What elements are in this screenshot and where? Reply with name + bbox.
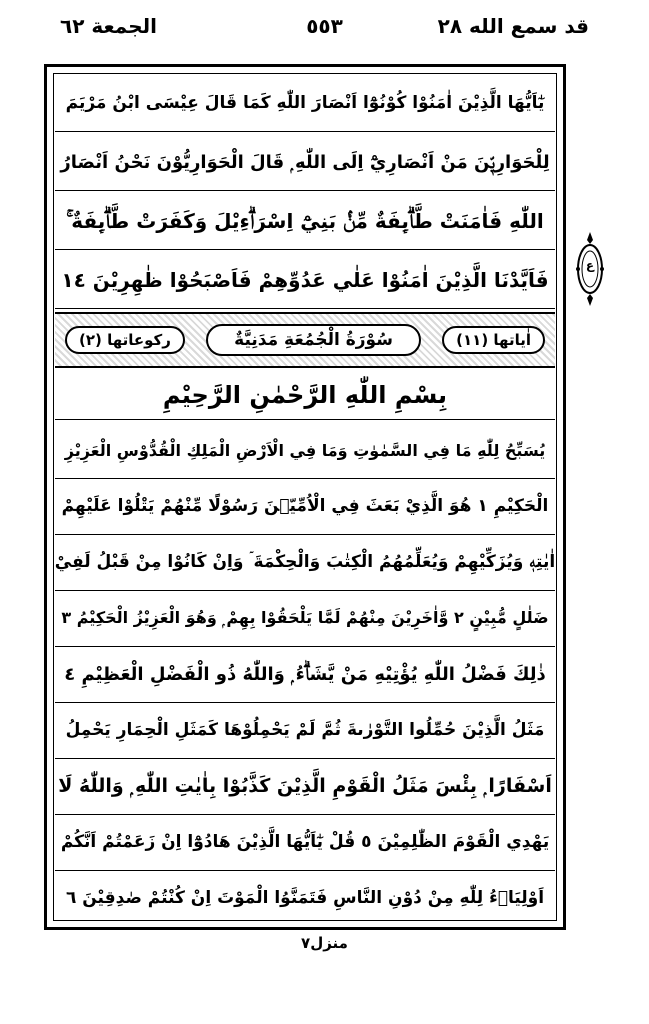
surah-name: سُوْرَةُ الْجُمُعَةِ مَدَنِيَّةٌ xyxy=(206,324,421,356)
text-line-2: لِلْحَوَارِيّٖنَ مَنْ اَنْصَارِيْٓ اِلَى اللّٰهِ ۭ قَالَ الْحَوَارِيُّوْنَ نَحْنُ اَنْصَارُ xyxy=(55,134,555,191)
surah-title: الجمعة ٦٢ xyxy=(60,14,157,38)
juz-title: قد سمع الله ٢٨ xyxy=(437,14,589,38)
ayat-count: اٰياتها (١١) xyxy=(442,326,545,354)
page-frame xyxy=(44,64,566,930)
text-line-1: يٰٓاَيُّهَا الَّذِيْنَ اٰمَنُوْا كُوْنُوْٓا اَنْصَارَ اللّٰهِ كَمَا قَالَ عِيْسَى ابْنُ مَرْيَمَ xyxy=(55,75,555,132)
text-line-13: اَوْلِيَاۗءُ لِلّٰهِ مِنْ دُوْنِ النَّاسِ فَتَمَنَّوُا الْمَوْتَ اِنْ كُنْتُمْ صٰدِقِيْنَ ٦ xyxy=(65,888,545,908)
text-line-10: مَثَلُ الَّذِيْنَ حُمِّلُوا التَّوْرٰىةَ ثُمَّ لَمْ يَحْمِلُوْهَا كَمَثَلِ الْحِمَارِ يَحْمِلُ xyxy=(55,702,555,759)
text-line-8: ضَلٰلٍ مُّبِيْنٍ ٢ وَّاٰخَرِيْنَ مِنْهُمْ لَمَّا يَلْحَقُوْا بِهِمْ ۭ وَهُوَ الْعَزِيْزُ الْحَكِيْمُ ٣ xyxy=(55,590,555,647)
bismillah: بِسْمِ اللّٰهِ الرَّحْمٰنِ الرَّحِيْمِ xyxy=(55,371,555,420)
text-line-6: الْحَكِيْمِ ١ هُوَ الَّذِيْ بَعَثَ فِي الْاُمِّيّٖنَ رَسُوْلًا مِّنْهُمْ يَتْلُوْا عَلَيْهِمْ xyxy=(55,478,555,535)
manzil-footer: منزل٧ xyxy=(301,934,348,952)
ruku-count: ركوعاتها (٢) xyxy=(65,326,185,354)
page-number: ٥٥٣ xyxy=(306,14,343,38)
text-line-4: فَاَيَّدْنَا الَّذِيْنَ اٰمَنُوْا عَلٰي عَدُوِّهِمْ فَاَصْبَحُوْا ظٰهِرِيْنَ ١٤ xyxy=(55,252,555,309)
text-line-7: اٰيٰتِهٖ وَيُزَكِّيْهِمْ وَيُعَلِّمُهُمُ الْكِتٰبَ وَالْحِكْمَةَ ۤ وَاِنْ كَانُوْا مِنْ قَبْلُ لَفِيْ xyxy=(55,534,555,591)
text-line-11: اَسْفَارًا ۭ بِئْسَ مَثَلُ الْقَوْمِ الَّذِيْنَ كَذَّبُوْا بِاٰيٰتِ اللّٰهِ ۭ وَاللّٰهُ لَا xyxy=(55,758,555,815)
text-line-9: ذٰلِكَ فَضْلُ اللّٰهِ يُؤْتِيْهِ مَنْ يَّشَاۗءُ ۭ وَاللّٰهُ ذُو الْفَضْلِ الْعَظِيْمِ ٤ xyxy=(55,646,555,703)
text-line-12: يَهْدِي الْقَوْمَ الظّٰلِمِيْنَ ٥ قُلْ يٰٓاَيُّهَا الَّذِيْنَ هَادُوْٓا اِنْ زَعَمْتُمْ اَنَّكُمْ xyxy=(55,814,555,871)
surah-banner xyxy=(55,312,555,368)
page-header xyxy=(0,10,649,46)
text-line-3: اللّٰهِ فَاٰمَنَتْ طَّاۗىِٕفَةٌ مِّنْۢ بَنِيْٓ اِسْرَاۗءِيْلَ وَكَفَرَتْ طَّاۗىِٕفَةٌ ۚ xyxy=(55,193,555,250)
ruku-letter: ع xyxy=(585,258,595,272)
text-line-5: يُسَبِّحُ لِلّٰهِ مَا فِي السَّمٰوٰتِ وَمَا فِي الْاَرْضِ الْمَلِكِ الْقُدُّوْسِ الْعَزِيْزِ xyxy=(55,422,555,479)
ruku-marker xyxy=(575,230,605,308)
